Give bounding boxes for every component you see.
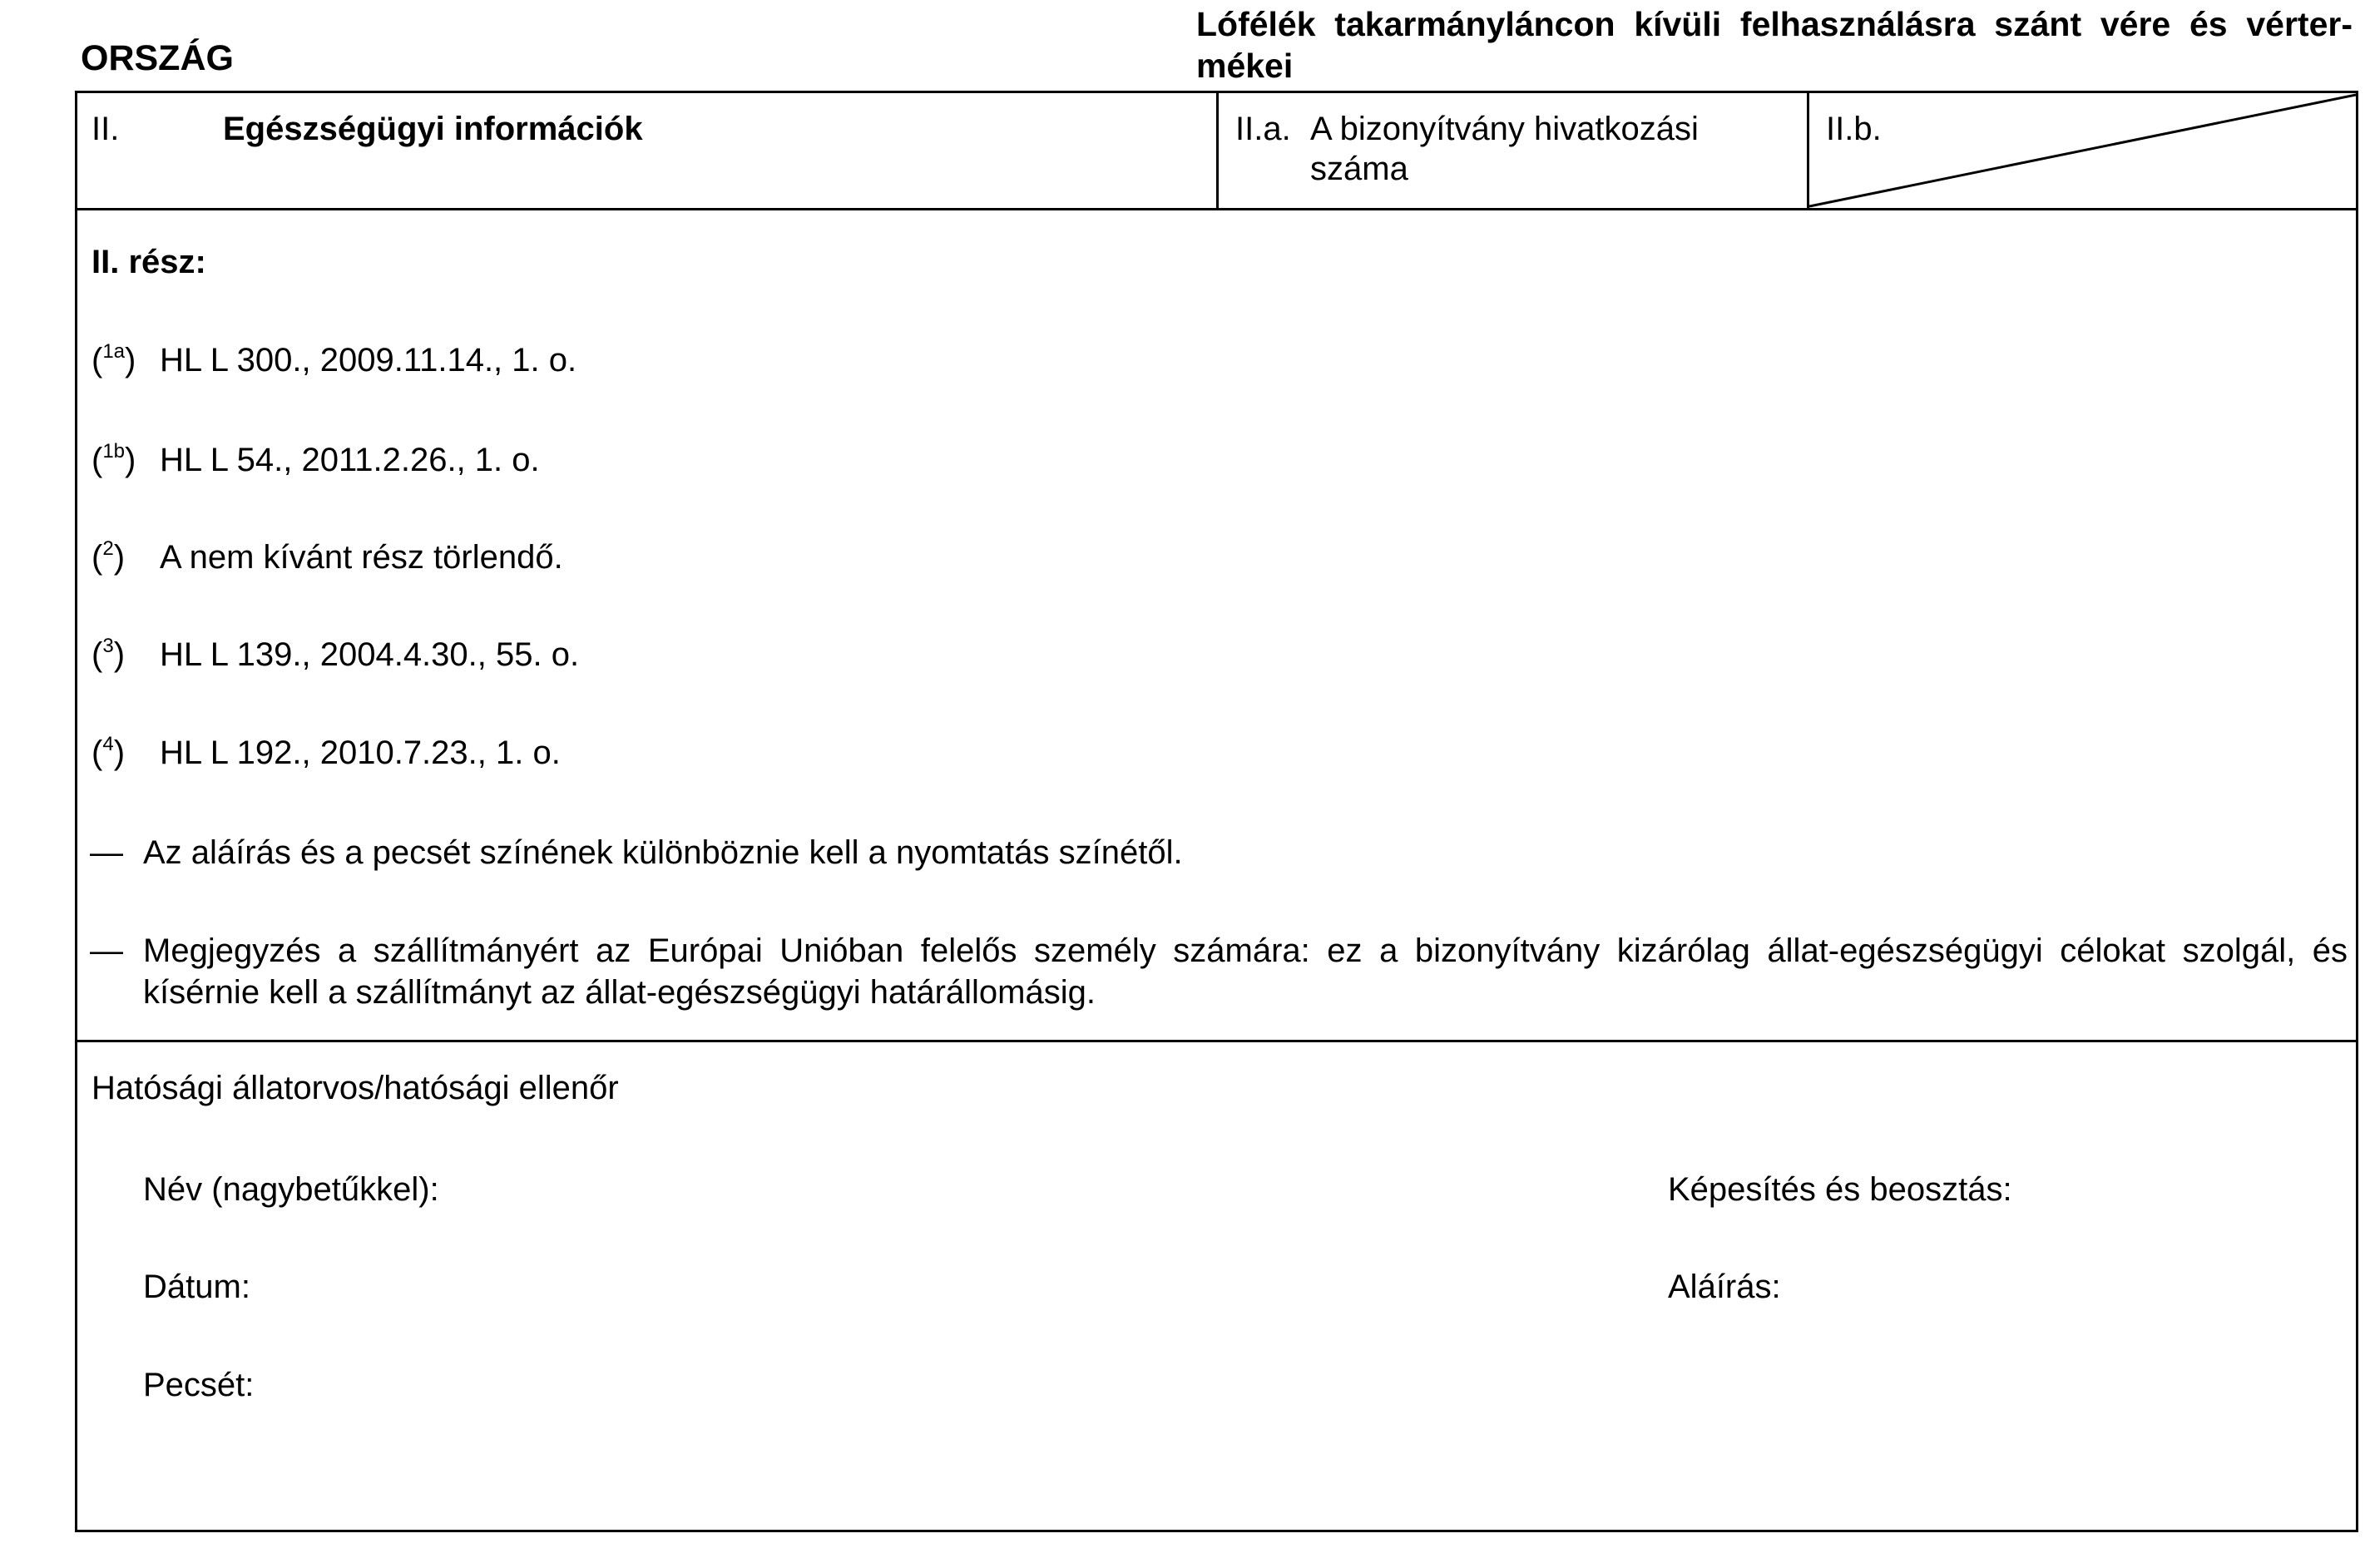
footnote-text: HL L 192., 2010.7.23., 1. o. [160,735,561,771]
notes-divider [75,1040,2358,1042]
section-number: II. [92,111,120,147]
footnote-mark: ($^{1a}$) [92,340,136,378]
part-heading: II. rész: [92,244,206,280]
section-title: Egészségügyi információk [223,111,643,147]
stamp-label: Pecsét: [143,1367,255,1403]
ref-label-line1: A bizonyítvány hivatkozási [1310,111,1699,147]
ref-label-number: II.a. [1235,111,1291,147]
signature-label: Aláírás: [1668,1269,1781,1305]
footnote-mark: ($^4$) [92,733,126,771]
ref-label-line2: száma [1310,151,1408,187]
bullet-signature-colour: Az aláírás és a pecsét színének különböznie kell a nyomtatás színétől. [143,834,1183,871]
footnote-text: HL L 54., 2011.2.26., 1. o. [160,442,540,478]
date-label: Dátum: [143,1269,250,1305]
bullet-dash: — [90,932,123,969]
country-label: ORSZÁG [81,38,234,78]
qualification-label: Képesítés és beosztás: [1668,1171,2012,1208]
certificate-frame [75,91,2358,1532]
footnote-text: A nem kívánt rész törlendő. [160,539,563,576]
bullet-dash: — [90,834,123,871]
column-divider-1 [1216,91,1219,210]
bullet-consignment-note: Megjegyzés a szállítmányért az Európai Unióban felelős személy számára: ez a bizonyítvány kizárólag állat-egészségügyi célokat szolgál, és kísérnie kell a szállítmányt az állat-egészségügyi határállomásig. [143,932,2348,1011]
footnote-text: HL L 300., 2009.11.14., 1. o. [160,342,577,378]
official-heading: Hatósági állatorvos/hatósági ellenőr [92,1070,619,1106]
document-title: Lófélék takarmányláncon kívüli felhasználásra szánt vére és vérter-mékei [1196,5,2353,85]
footnote-text: HL L 139., 2004.4.30., 55. o. [160,636,580,673]
iib-label: II.b. [1826,111,1882,147]
iib-cell-strike [1809,93,2358,210]
footnote-mark: ($^2$) [92,537,126,576]
footnote-mark: ($^{1b}$) [92,440,136,478]
name-label: Név (nagybetűkkel): [143,1171,439,1208]
footnote-mark: ($^3$) [92,635,126,673]
